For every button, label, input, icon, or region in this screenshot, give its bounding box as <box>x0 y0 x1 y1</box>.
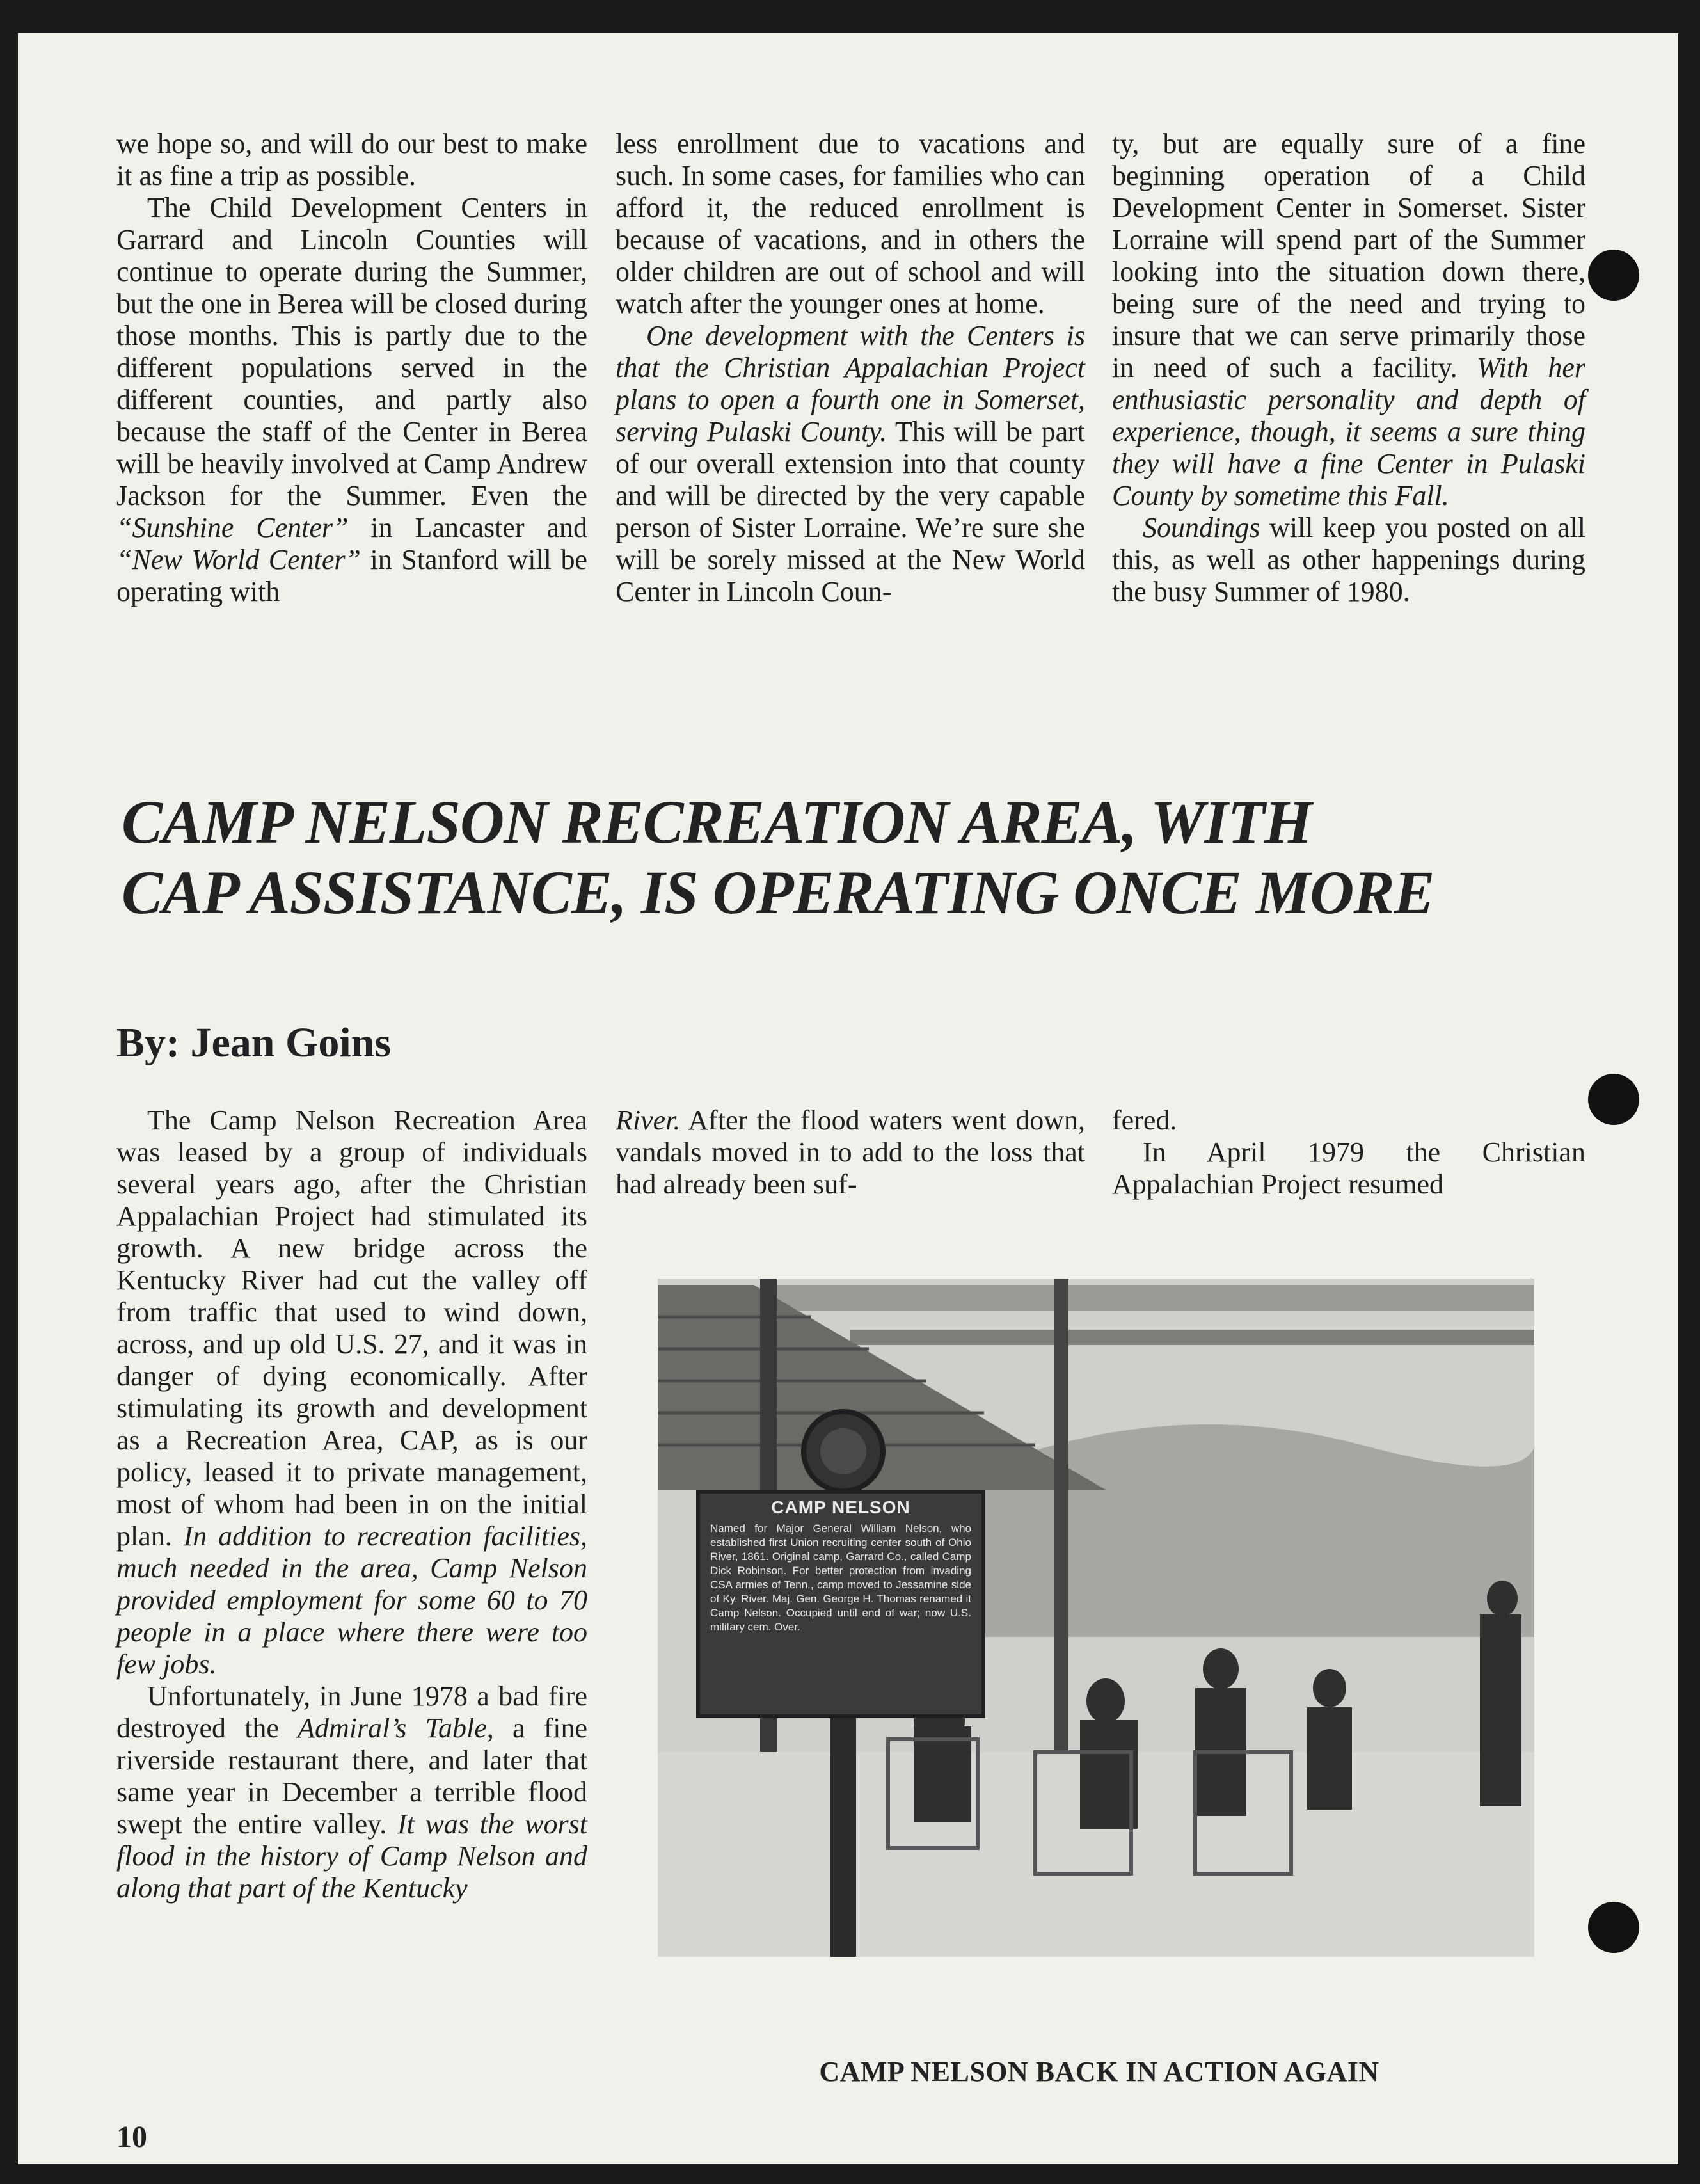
paragraph: The Camp Nelson Recreation Area was leased by a group of individuals several years ago, after the Christian Appalachian Project had stimulated its growth. A new bridge across the Kentucky River had cut the valley off from traffic that used to wind down, across, and up old U.S. 27, and it was in danger of dying economically. After stimulating its growth and development as a Recreation Area, CAP, as is our policy, leased it to private management, most of whom had been in on the initial plan. In addition to recreation facilities, much needed in the area, Camp Nelson provided employment for some 60 to 70 people in a place where there were too few jobs. <box>116 1104 587 1680</box>
paragraph: Soundings will keep you posted on all this, as well as other happenings during the busy Summer of 1980. <box>1112 512 1585 607</box>
article1-column-3 <box>1112 128 1585 608</box>
binder-hole <box>1588 1074 1639 1125</box>
binder-hole <box>1588 1902 1639 1953</box>
paragraph: One development with the Centers is that the Christian Appalachian Project plans to open a fourth one in Somerset, serving Pulaski County. This will be part of our overall extension into that county and will be directed by the very capable person of Sister Lorraine. We’re sure she will be sorely missed at the New World Center in Lincoln Coun- <box>616 320 1085 607</box>
photo-caption: CAMP NELSON BACK IN ACTION AGAIN <box>819 2056 1379 2087</box>
marker-text: Named for Major General William Nelson, who established first Union recruiting center south of Ohio River, 1861. Original camp, Garrard Co., called Camp Dick Robinson. For better protection from invading CSA armies of Tenn., camp moved to Jessamine side of Ky. River. Maj. Gen. George H. Thomas renamed it Camp Nelson. Occupied until end of war; now U.S. military cem. Over. <box>710 1522 971 1633</box>
article1-column-2 <box>616 128 1085 608</box>
camp-nelson-photo <box>658 1279 1534 1957</box>
marker-title: CAMP NELSON <box>771 1497 910 1517</box>
paragraph: In April 1979 the Christian Appalachian Project resumed <box>1112 1136 1585 1200</box>
paragraph: we hope so, and will do our best to make it as fine a trip as possible. <box>116 128 587 191</box>
article2-column-3 <box>1112 1104 1585 1200</box>
historical-marker-sign <box>696 1490 985 1718</box>
paragraph: Unfortunately, in June 1978 a bad fire destroyed the Admiral’s Table, a fine riverside restaurant there, and later that same year in December a terrible flood swept the entire valley. It was the worst flood in the history of Camp Nelson and along that part of the Kentucky <box>116 1680 588 1904</box>
article2-column-1 <box>116 1104 587 1904</box>
binder-hole <box>1588 250 1639 301</box>
page-number: 10 <box>116 2120 147 2154</box>
paragraph: River. After the flood waters went down, vandals moved in to add to the loss that had already been suf- <box>616 1104 1085 1200</box>
newsletter-page <box>18 33 1678 2164</box>
article1-column-1 <box>116 128 587 608</box>
byline: By: Jean Goins <box>116 1019 392 1066</box>
paragraph: fered. <box>1112 1104 1177 1136</box>
article-headline: CAMP NELSON RECREATION AREA, WITH CAP ASSISTANCE, IS OPERATING ONCE MORE <box>122 788 1434 927</box>
article2-column-2 <box>616 1104 1085 1200</box>
paragraph: ty, but are equally sure of a fine beginning operation of a Child Development Center in Somerset. Sister Lorraine will spend part of the Summer looking into the situation down there, being sure of the need and trying to insure that we can serve primarily those in need of such a facility. With her enthusiastic personality and depth of experience, though, it seems a sure thing they will have a fine Center in Pulaski County by sometime this Fall. <box>1112 128 1586 511</box>
paragraph: The Child Development Centers in Garrard and Lincoln Counties will continue to operate during the Summer, but the one in Berea will be closed during those months. This is partly due to the different populations served in the different counties, and partly also because the staff of the Center in Berea will be heavily involved at Camp Andrew Jackson for the Summer. Even the “Sunshine Center” in Lancaster and “New World Center” in Stanford will be operating with <box>116 192 588 607</box>
paragraph: less enrollment due to vacations and such. In some cases, for families who can afford it, the reduced enrollment is because of vacations, and in others the older children are out of school and will watch after the younger ones at home. <box>616 128 1085 319</box>
